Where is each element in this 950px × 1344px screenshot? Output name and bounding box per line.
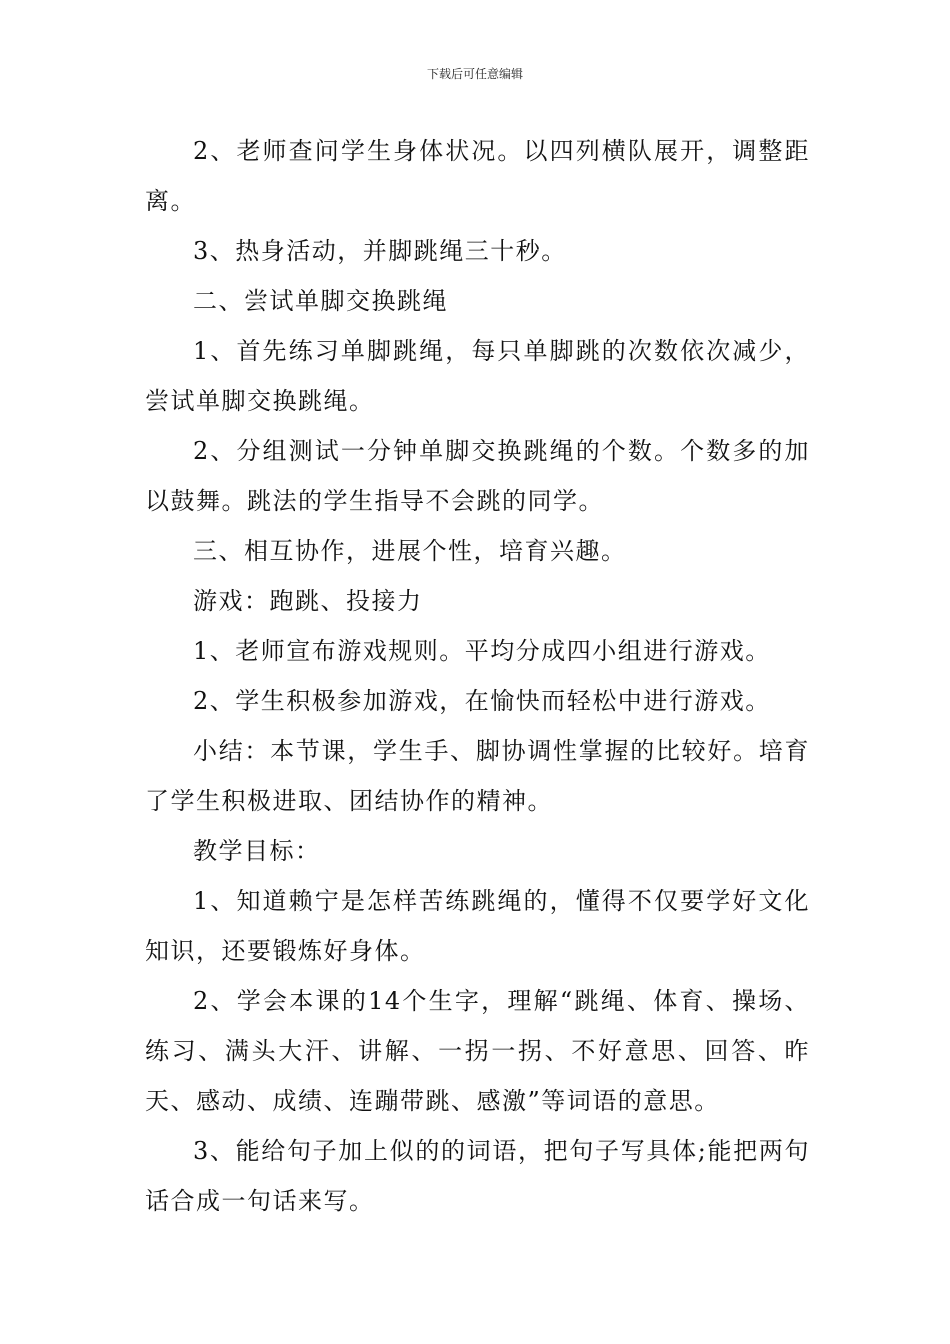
section-heading: 教学目标： [193, 837, 321, 865]
paragraph: 游戏：跑跳、投接力 [193, 587, 423, 615]
paragraph: 2、分组测试一分钟单脚交换跳绳的个数。个数多的加以鼓舞。跳法的学生指导不会跳的同学。 [145, 437, 810, 515]
paragraph: 2、学会本课的14个生字，理解“跳绳、体育、操场、练习、满头大汗、讲解、一拐一拐、不好意思、回答、昨天、感动、成绩、连蹦带跳、感激”等词语的意思。 [145, 987, 810, 1115]
paragraph: 1、首先练习单脚跳绳，每只单脚跳的次数依次减少，尝试单脚交换跳绳。 [145, 337, 810, 415]
document-body [145, 126, 810, 1226]
paragraph: 3、热身活动，并脚跳绳三十秒。 [193, 237, 567, 265]
section-heading: 三、相互协作，进展个性，培育兴趣。 [193, 537, 627, 565]
paragraph: 1、知道赖宁是怎样苦练跳绳的，懂得不仅要学好文化知识，还要锻炼好身体。 [145, 887, 810, 965]
paragraph: 2、学生积极参加游戏，在愉快而轻松中进行游戏。 [193, 687, 771, 715]
summary-paragraph: 小结：本节课，学生手、脚协调性掌握的比较好。培育了学生积极进取、团结协作的精神。 [145, 737, 810, 815]
section-heading: 二、尝试单脚交换跳绳 [193, 287, 448, 315]
paragraph: 3、能给句子加上似的的词语，把句子写具体;能把两句话合成一句话来写。 [145, 1137, 810, 1215]
paragraph: 1、老师宣布游戏规则。平均分成四小组进行游戏。 [193, 637, 771, 665]
paragraph: 2、老师查问学生身体状况。以四列横队展开，调整距离。 [145, 137, 810, 215]
page-header: 下载后可任意编辑 [426, 67, 523, 81]
